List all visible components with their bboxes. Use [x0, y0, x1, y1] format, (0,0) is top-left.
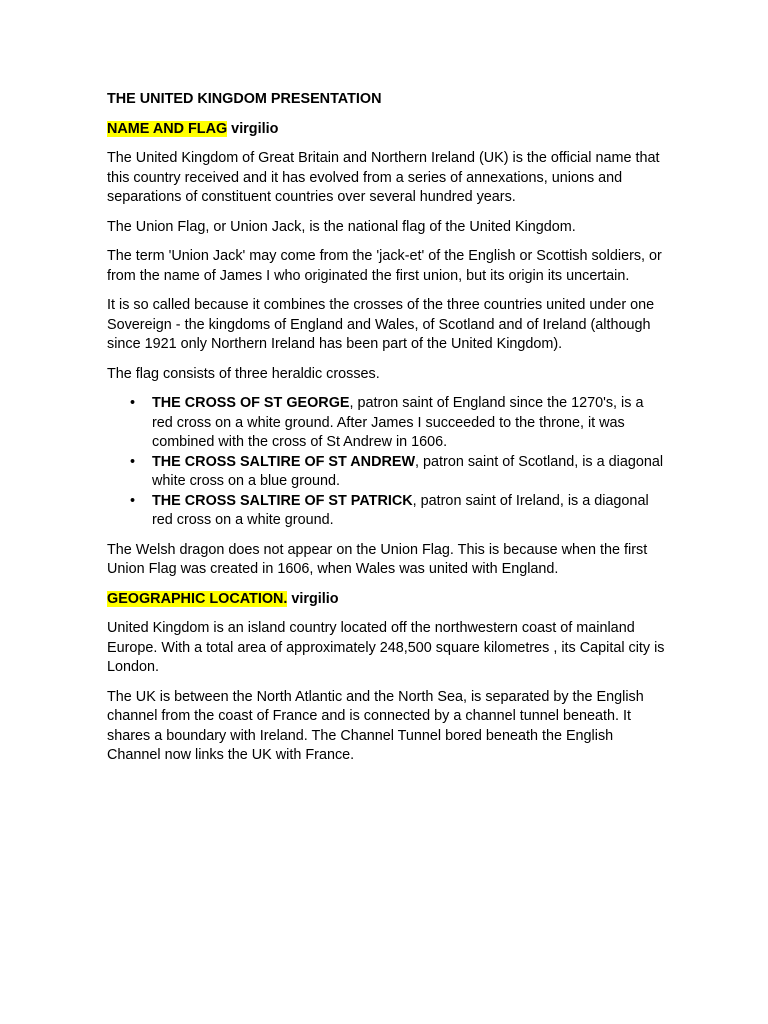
list-item-st-george	[130, 394, 667, 453]
bullet-icon: •	[130, 395, 136, 411]
crosses-list	[107, 394, 667, 531]
highlighted-heading: NAME AND FLAG	[107, 120, 228, 137]
author-name: virgilio	[227, 120, 279, 137]
cross-description: , patron saint of Scotland, is a diagonal white cross on a blue ground.	[152, 453, 664, 489]
paragraph-union-jack-term: The term 'Union Jack' may come from the 'jack-et' of the English or Scottish soldiers, or from the name of James I who originated the first union, but its origin its uncertain.	[107, 248, 662, 284]
bullet-icon: •	[130, 453, 136, 470]
cross-name: THE CROSS SALTIRE OF ST ANDREW	[152, 453, 416, 470]
paragraph-island-country: United Kingdom is an island country located off the northwestern coast of mainland Europe. With a total area of approximately 248,500 square kilometres , its Capital city is London.	[107, 620, 665, 675]
section-heading-geographic-location	[107, 590, 667, 610]
bullet-icon: •	[130, 492, 136, 509]
paragraph-heraldic-crosses: The flag consists of three heraldic crosses.	[107, 365, 380, 382]
cross-name: THE CROSS SALTIRE OF ST PATRICK	[152, 492, 413, 509]
cross-description: , patron saint of England since the 1270's, is a red cross on a white ground. After James I succeeded to the throne, it was combined with the cross of St Andrew in 1606.	[152, 395, 644, 450]
list-item-st-andrew	[130, 453, 667, 492]
section-heading-name-and-flag	[107, 120, 667, 140]
cross-description: , patron saint of Ireland, is a diagonal red cross on a white ground.	[152, 492, 649, 528]
paragraph-welsh-dragon: The Welsh dragon does not appear on the Union Flag. This is because when the first Union Flag was created in 1606, when Wales was united with England.	[107, 541, 648, 577]
cross-name: THE CROSS OF ST GEORGE	[152, 395, 350, 411]
paragraph-crosses-combined: It is so called because it combines the crosses of the three countries united under one Sovereign - the kingdoms of England and Wales, of Scotland and of Ireland (although since 1921 only Northern Ireland has been part of the United Kingdom).	[107, 297, 655, 352]
document-title: THE UNITED KINGDOM PRESENTATION	[107, 91, 382, 107]
paragraph-boundaries: The UK is between the North Atlantic and the North Sea, is separated by the English channel from the coast of France and is connected by a channel tunnel beneath. It shares a boundary with Ireland. The Channel Tunnel bored beneath the English Channel now links the UK with France.	[107, 688, 644, 763]
document-page	[107, 90, 667, 776]
list-item-st-patrick	[130, 492, 667, 531]
highlighted-heading: GEOGRAPHIC LOCATION.	[107, 590, 288, 607]
author-name: virgilio	[287, 590, 339, 607]
paragraph-official-name: The United Kingdom of Great Britain and Northern Ireland (UK) is the official name that this country received and it has evolved from a series of annexations, unions and separations of constituent countries over several hundred years.	[107, 150, 660, 205]
paragraph-union-flag: The Union Flag, or Union Jack, is the national flag of the United Kingdom.	[107, 218, 576, 235]
